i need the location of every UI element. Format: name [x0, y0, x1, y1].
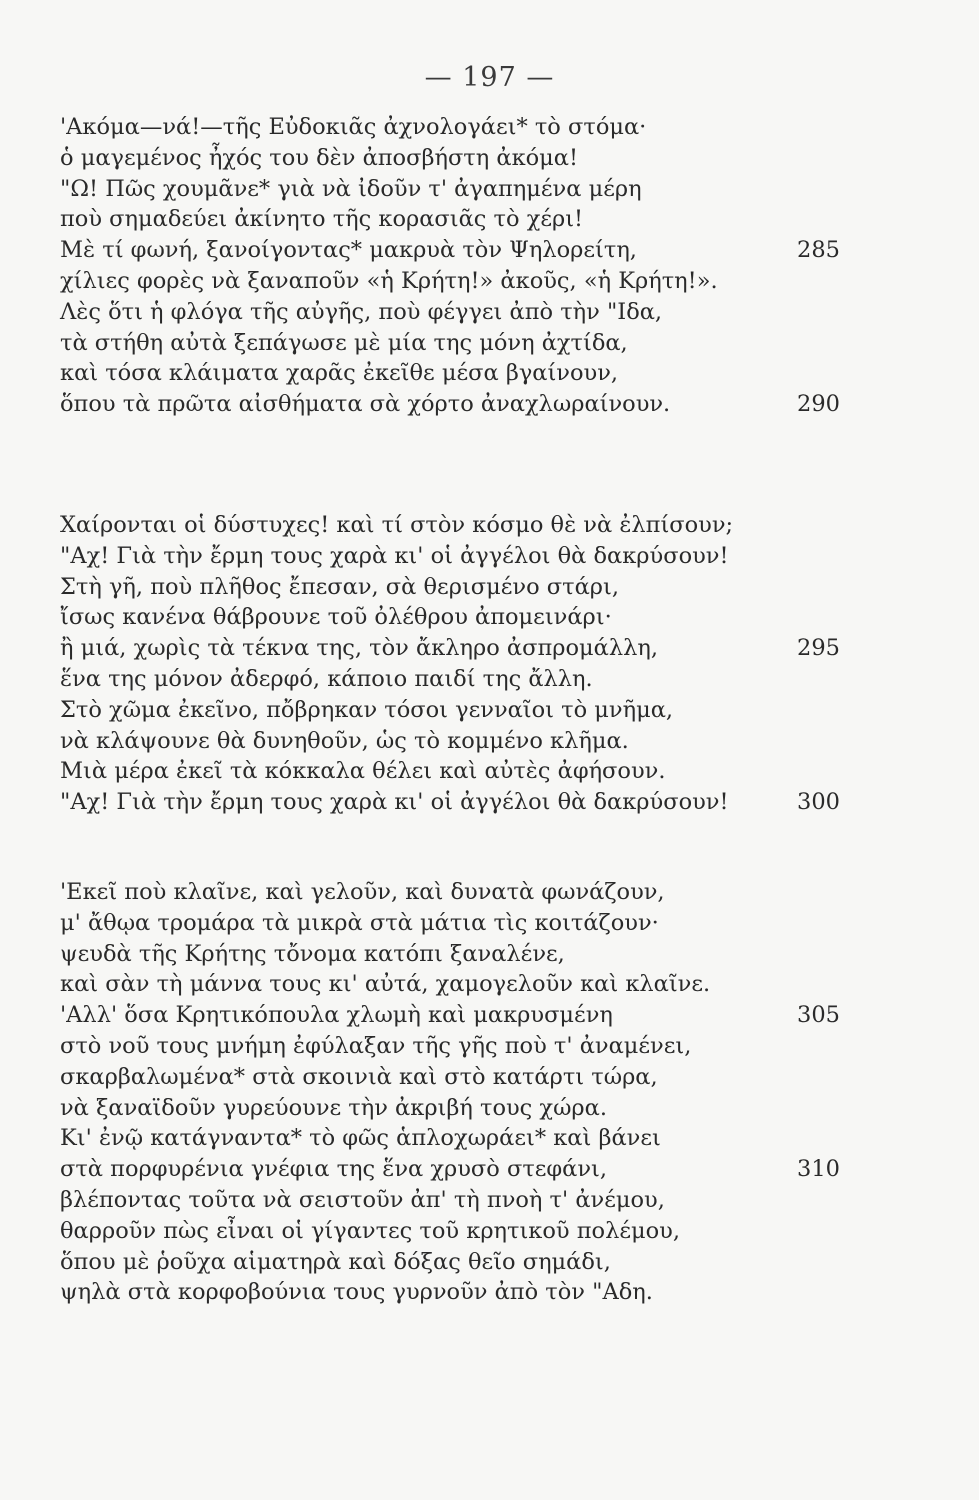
verse-text: σκαρβαλωμένα* στὰ σκοινιὰ καὶ στὸ κατάρτι τώρα,: [60, 1063, 658, 1090]
verse-text: 'Αλλ' ὅσα Κρητικόπουλα χλωμὴ καὶ μακρυσμένη: [60, 1002, 613, 1029]
verse-text: θαρροῦν πὼς εἶναι οἱ γίγαντες τοῦ κρητικοῦ πολέμου,: [60, 1217, 680, 1244]
verse-line: [60, 787, 840, 818]
verse-text: ἴσως κανένα θάβρουνε τοῦ ὀλέθρου ἀπομεινάρι·: [60, 604, 612, 631]
verse-line: [60, 358, 830, 389]
verse-line: [60, 1123, 830, 1154]
verse-text: ὅπου μὲ ῥοῦχα αἱματηρὰ καὶ δόξας θεῖο σημάδι,: [60, 1248, 611, 1275]
verse-line: [60, 726, 830, 757]
verse-text: Στὸ χῶμα ἐκεῖνο, πὄβρηκαν τόσοι γενναῖοι τὸ μνῆμα,: [60, 696, 674, 723]
verse-text: Μὲ τί φωνή, ξανοίγοντας* μακρυὰ τὸν Ψηλορείτη,: [60, 237, 637, 264]
verse-text: μ' ἄθῳα τρομάρα τὰ μικρὰ στὰ μάτια τὶς κοιτάζουν·: [60, 909, 659, 936]
verse-line: [60, 204, 830, 235]
verse-text: "Αχ! Γιὰ τὴν ἔρμη τους χαρὰ κι' οἱ ἀγγέλοι θὰ δακρύσουν!: [60, 789, 729, 816]
verse-line: [60, 602, 830, 633]
verse-line: [60, 266, 830, 297]
verse-text: ὅπου τὰ πρῶτα αἰσθήματα σὰ χόρτο ἀναχλωραίνουν.: [60, 391, 671, 418]
verse-text: νὰ ξαναϊδοῦν γυρεύουνε τὴν ἀκριβή τους χώρα.: [60, 1094, 607, 1121]
verse-line: [60, 572, 830, 603]
verse-text: "Ω! Πῶς χουμᾶνε* γιὰ νὰ ἰδοῦν τ' ἀγαπημένα μέρη: [60, 175, 642, 202]
verse-text: βλέποντας τοῦτα νὰ σειστοῦν ἀπ' τὴ πνοὴ τ' ἀνέμου,: [60, 1186, 665, 1213]
line-number: 305: [797, 1002, 840, 1029]
verse-line: [60, 1216, 830, 1247]
verse-line: [60, 541, 830, 572]
stanza: [60, 877, 840, 1308]
verse-line: [60, 1154, 840, 1185]
verse-text: χίλιες φορὲς νὰ ξαναποῦν «ἡ Κρήτη!» ἀκοῦς, «ἡ Κρήτη!».: [60, 267, 718, 294]
verse-text: νὰ κλάψουνε θὰ δυνηθοῦν, ὡς τὸ κομμένο κλῆμα.: [60, 727, 629, 754]
verse-text: ποὺ σημαδεύει ἀκίνητο τῆς κορασιᾶς τὸ χέρι!: [60, 206, 584, 233]
verse-text: στὸ νοῦ τους μνήμη ἐφύλαξαν τῆς γῆς ποὺ τ' ἀναμένει,: [60, 1032, 692, 1059]
verse-line: [60, 235, 840, 266]
page-number-header: — 197 —: [424, 62, 555, 93]
verse-line: [60, 877, 830, 908]
line-number: 295: [797, 635, 840, 662]
verse-line: [60, 908, 830, 939]
verse-line: [60, 1031, 830, 1062]
verse-text: Χαίρονται οἱ δύστυχες! καὶ τί στὸν κόσμο θὲ νὰ ἐλπίσουν;: [60, 512, 734, 538]
verse-text: στὰ πορφυρένια γνέφια της ἕνα χρυσὸ στεφάνι,: [60, 1156, 608, 1183]
verse-text: Μιὰ μέρα ἐκεῖ τὰ κόκκαλα θέλει καὶ αὐτὲς ἀφήσουν.: [60, 758, 666, 785]
stanza: [60, 510, 840, 818]
line-number: 300: [797, 789, 840, 816]
verse-text: 'Εκεῖ ποὺ κλαῖνε, καὶ γελοῦν, καὶ δυνατὰ φωνάζουν,: [60, 879, 665, 905]
line-number: 310: [797, 1156, 840, 1183]
verse-text: Λὲς ὅτι ἡ φλόγα τῆς αὐγῆς, ποὺ φέγγει ἀπὸ τὴν "Ιδα,: [60, 298, 663, 325]
verse-line: [60, 510, 830, 541]
verse-text: "Αχ! Γιὰ τὴν ἔρμη τους χαρὰ κι' οἱ ἀγγέλοι θὰ δακρύσουν!: [60, 542, 729, 569]
verse-text: Στὴ γῆ, ποὺ πλῆθος ἔπεσαν, σὰ θερισμένο στάρι,: [60, 573, 619, 600]
verse-line: [60, 112, 830, 143]
verse-text: καὶ τόσα κλάιματα χαρᾶς ἐκεῖθε μέσα βγαίνουν,: [60, 360, 619, 387]
verse-text: ἢ μιά, χωρὶς τὰ τέκνα της, τὸν ἄκληρο ἀσπρομάλλη,: [60, 635, 659, 662]
verse-line: [60, 756, 830, 787]
verse-line: [60, 969, 830, 1000]
stanza: [60, 112, 840, 420]
line-number: 290: [797, 391, 840, 418]
verse-text: τὰ στήθη αὐτὰ ξεπάγωσε μὲ μία της μόνη ἀχτίδα,: [60, 329, 628, 356]
verse-line: [60, 695, 830, 726]
verse-text: 'Ακόμα—νά!—τῆς Εὐδοκιᾶς ἀχνολογάει* τὸ στόμα·: [60, 114, 647, 140]
verse-line: [60, 939, 830, 970]
verse-line: [60, 328, 830, 359]
verse-line: [60, 143, 830, 174]
verse-line: [60, 1185, 830, 1216]
verse-text: ἕνα της μόνον ἀδερφό, κάποιο παιδί της ἄλλη.: [60, 665, 593, 692]
verse-line: [60, 1093, 830, 1124]
verse-line: [60, 389, 840, 420]
verse-line: [60, 1277, 830, 1308]
verse-line: [60, 1000, 840, 1031]
verse-text: Κι' ἐνῷ κατάγναντα* τὸ φῶς ἁπλοχωράει* καὶ βάνει: [60, 1125, 661, 1152]
verse-line: [60, 633, 840, 664]
verse-line: [60, 1247, 830, 1278]
verse-text: ὁ μαγεμένος ἦχός του δὲν ἀποσβήστη ἀκόμα!: [60, 144, 579, 171]
verse-line: [60, 664, 830, 695]
verse-text: καὶ σὰν τὴ μάννα τους κι' αὐτά, χαμογελοῦν καὶ κλαῖνε.: [60, 971, 711, 998]
verse-line: [60, 174, 830, 205]
verse-text: ψηλὰ στὰ κορφοβούνια τους γυρνοῦν ἀπὸ τὸν "Αδη.: [60, 1279, 653, 1306]
verse-line: [60, 297, 830, 328]
verse-text: ψευδὰ τῆς Κρήτης τὄνομα κατόπι ξαναλένε,: [60, 940, 565, 967]
line-number: 285: [797, 237, 840, 264]
verse-line: [60, 1062, 830, 1093]
